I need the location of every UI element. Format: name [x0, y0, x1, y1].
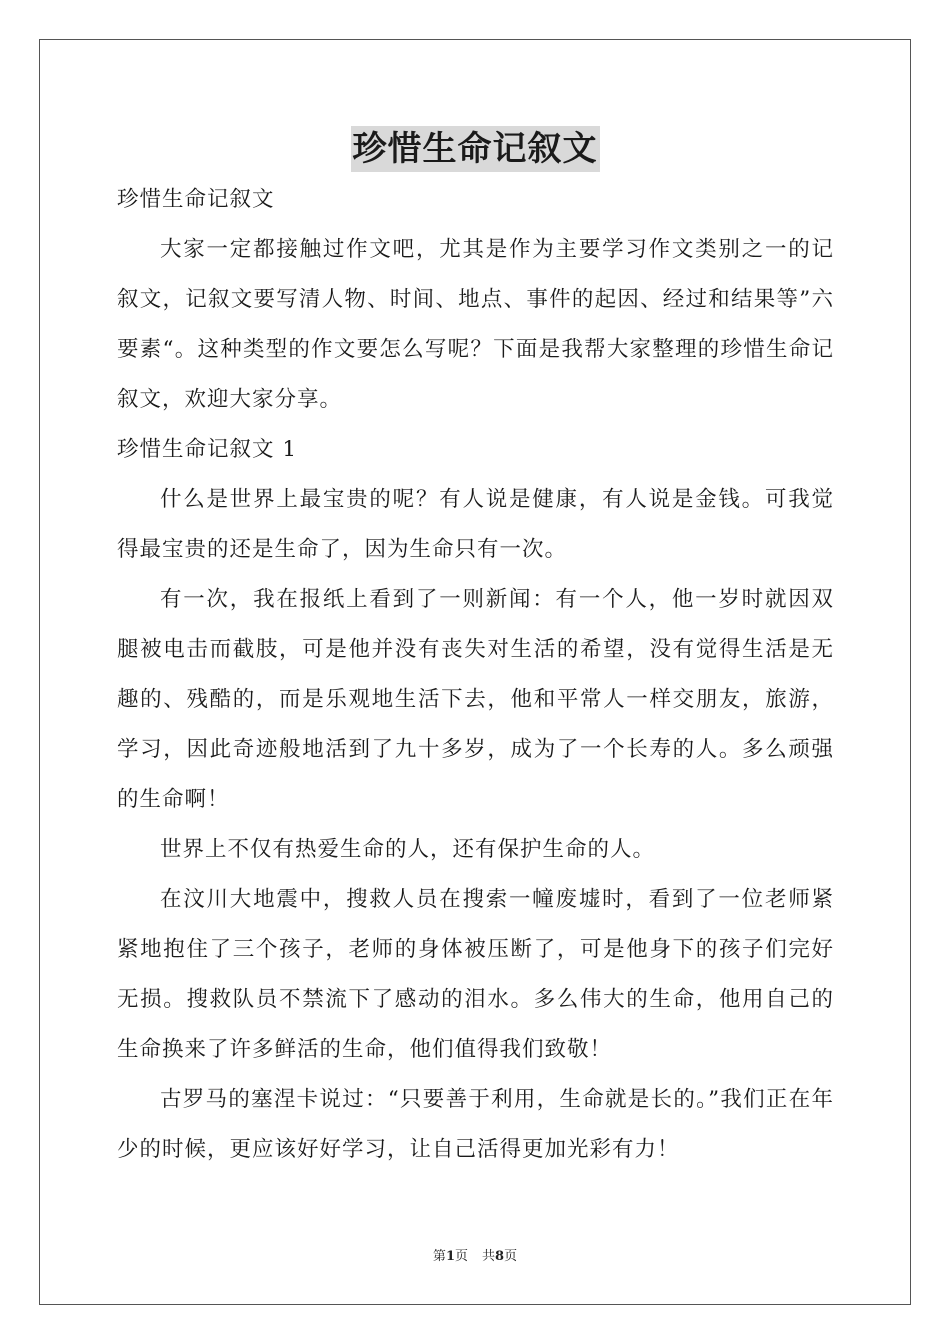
page-current: 1 [445, 1249, 455, 1264]
body-paragraph: 有一次，我在报纸上看到了一则新闻：有一个人，他一岁时就因双腿被电击而截肢，可是他并没有丧失对生活的希望，没有觉得生活是无趣的、残酷的，而是乐观地生活下去，他和平常人一样交朋友，旅游，学习，因此奇迹般地活到了九十多岁，成为了一个长寿的人。多么顽强的生命啊！ [117, 587, 834, 812]
body-paragraph: 世界上不仅有热爱生命的人，还有保护生命的人。 [160, 837, 656, 862]
title-container [0, 126, 950, 172]
section-heading: 珍惜生命记叙文 1 [117, 437, 298, 462]
total-prefix: 共 [482, 1249, 496, 1264]
document-body [117, 175, 834, 1175]
page-suffix: 页 [454, 1249, 468, 1264]
total-suffix: 页 [504, 1249, 518, 1264]
subtitle-paragraph: 珍惜生命记叙文 [117, 187, 275, 212]
page-total: 8 [495, 1249, 505, 1264]
body-paragraph: 大家一定都接触过作文吧，尤其是作为主要学习作文类别之一的记叙文，记叙文要写清人物、时间、地点、事件的起因、经过和结果等”六要素“。这种类型的作文要怎么写呢？下面是我帮大家整理的珍惜生命记叙文，欢迎大家分享。 [117, 237, 834, 412]
page-prefix: 第 [432, 1249, 446, 1264]
page-footer [0, 1245, 950, 1264]
body-paragraph: 在汶川大地震中，搜救人员在搜索一幢废墟时，看到了一位老师紧紧地抱住了三个孩子，老师的身体被压断了，可是他身下的孩子们完好无损。搜救队员不禁流下了感动的泪水。多么伟大的生命，他用自己的生命换来了许多鲜活的生命，他们值得我们致敬！ [117, 887, 834, 1062]
document-title: 珍惜生命记叙文 [351, 126, 600, 172]
body-paragraph: 古罗马的塞涅卡说过：“只要善于利用，生命就是长的。”我们正在年少的时候，更应该好好学习，让自己活得更加光彩有力！ [117, 1087, 834, 1162]
body-paragraph: 什么是世界上最宝贵的呢？有人说是健康，有人说是金钱。可我觉得最宝贵的还是生命了，因为生命只有一次。 [117, 487, 834, 562]
